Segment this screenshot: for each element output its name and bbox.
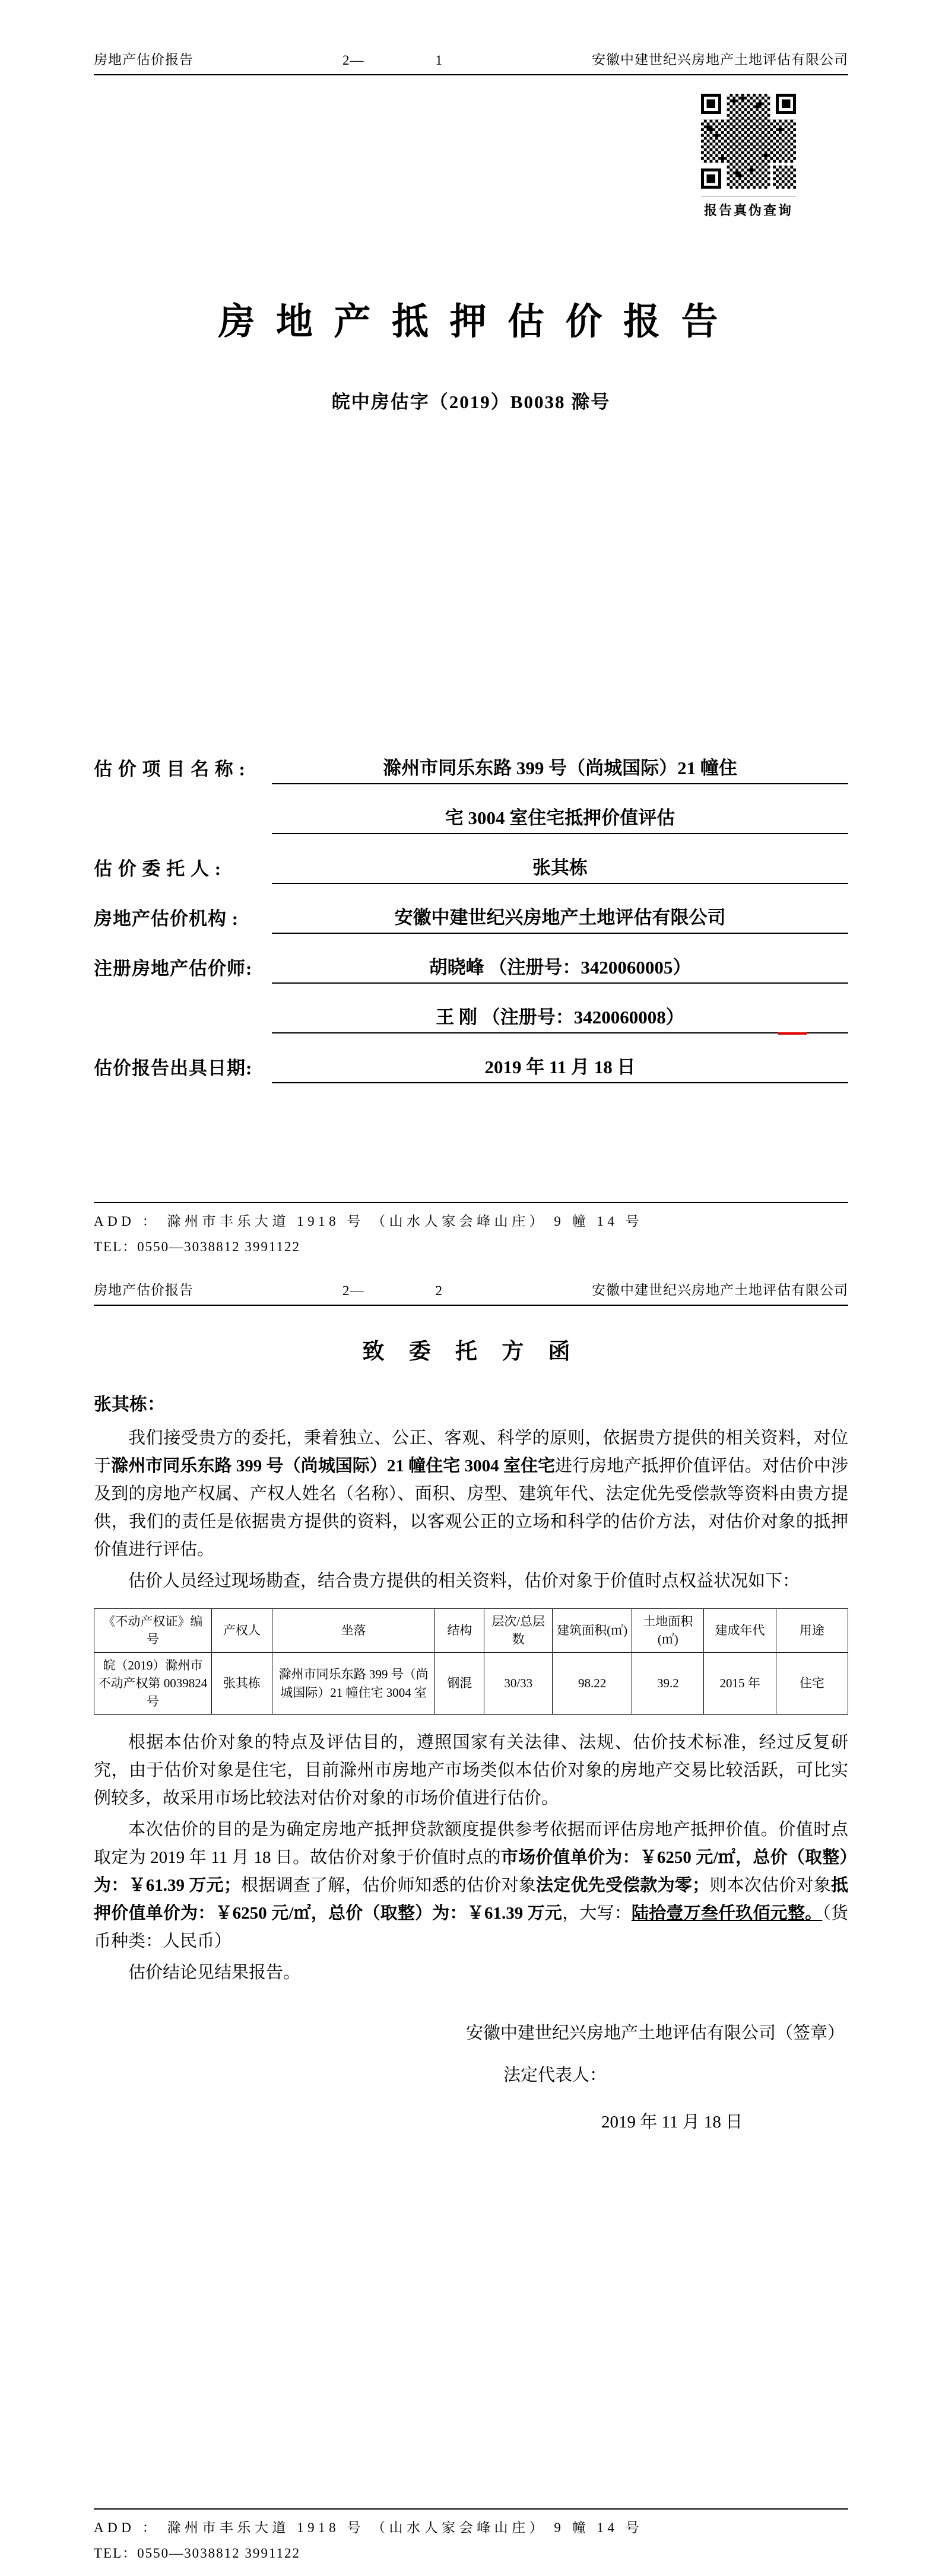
header-section-no: 2— xyxy=(342,53,364,68)
field-label: 房地产估价机构 : xyxy=(94,908,239,929)
col-structure: 结构 xyxy=(435,1609,484,1653)
header-doc-type: 房地产估价报告 xyxy=(94,1283,194,1297)
field-value: 张其栋 xyxy=(272,853,848,884)
footer-telephone: TEL：0550—3038812 3991122 xyxy=(94,2546,301,2561)
qr-caption: 报告真伪查询 xyxy=(701,196,796,219)
letter-paragraph-4 xyxy=(94,1816,848,1955)
field-value: 安徽中建世纪兴房地产土地评估有限公司 xyxy=(272,902,848,934)
cell-year-built: 2015 年 xyxy=(704,1652,776,1714)
report-title: 房 地 产 抵 押 估 价 报 告 xyxy=(218,302,724,342)
letter-title: 致 委 托 方 函 xyxy=(362,1340,580,1364)
page-header xyxy=(94,49,848,75)
col-certificate-no: 《不动产权证》编号 xyxy=(94,1609,212,1653)
cell-location: 滁州市同乐东路 399 号（尚城国际）21 幢住宅 3004 室 xyxy=(272,1652,434,1714)
header-page-number xyxy=(342,1283,443,1299)
page-header xyxy=(94,1279,848,1306)
cell-structure: 钢混 xyxy=(435,1652,484,1714)
cell-land-area: 39.2 xyxy=(632,1652,704,1714)
col-use: 用途 xyxy=(776,1609,848,1653)
paragraph-text: 进行房地产抵押价值评估。对估价中涉及到的房地产权属、产权人姓名（名称）、面积、房型、建筑年代、法定优先受偿款等资料由贵方提供，我们的责任是依据贵方提供的资料，以客观公正的立场和科学的估价方法，对估价对象的抵押价值进行评估。 xyxy=(94,1456,848,1559)
col-land-area: 土地面积(㎡) xyxy=(632,1609,704,1653)
report-verification-block xyxy=(701,94,796,219)
paragraph-bold-text: 滁州市同乐东路 399 号（尚城国际）21 幢住宅 3004 室住宅 xyxy=(111,1456,556,1475)
field-value: 胡晓峰 （注册号：3420060005） xyxy=(272,952,848,984)
report-doc-number: 皖中房估字（2019）B0038 滁号 xyxy=(331,392,611,412)
field-report-date xyxy=(94,1033,848,1083)
signature-date: 2019 年 11 月 18 日 xyxy=(601,2113,743,2132)
page-2-letter xyxy=(0,1270,942,2576)
letter-content xyxy=(94,1326,848,2136)
letter-paragraph-1 xyxy=(94,1424,848,1564)
paragraph-text: 我们接受贵方的委托，秉着独立、公正、客观、科学的原则，依据贵方提供的相关资料，对位于 xyxy=(94,1429,848,1475)
header-section-no: 2— xyxy=(342,1283,364,1298)
field-label: 估 价 项 目 名 称 : xyxy=(94,759,246,780)
paragraph-text: 本次估价的目的是为确定房地产抵押贷款额度提供参考依据而评估房地产抵押价值。价值时点取定为 2019 年 11 月 18 日。故估价对象于价值时点的 xyxy=(94,1820,848,1868)
letter-paragraph-5: 估价结论见结果报告。 xyxy=(128,1963,301,1983)
header-company-name: 安徽中建世纪兴房地产土地评估有限公司 xyxy=(592,52,848,67)
field-label xyxy=(94,831,272,834)
paragraph-text: （货币种类：人民币） xyxy=(94,1904,848,1951)
header-page-number xyxy=(342,53,443,68)
page-footer xyxy=(94,1202,848,1255)
market-value-bold-text: 市场价值单价为：￥6250 元/㎡，总价（取整）为：￥61.39 万元； xyxy=(94,1848,848,1896)
paragraph-text: 根据调查了解，估价师知悉的估价对象 xyxy=(240,1876,537,1896)
field-value: 宅 3004 室住宅抵押价值评估 xyxy=(272,803,848,834)
amount-in-words-text: 陆拾壹万叁仟玖佰元整。 xyxy=(631,1904,823,1923)
page-footer xyxy=(94,2508,848,2562)
cell-building-area: 98.22 xyxy=(553,1652,632,1714)
red-annotation-mark xyxy=(778,1032,807,1035)
signature-company: 安徽中建世纪兴房地产土地评估有限公司（签章） xyxy=(465,2024,845,2043)
col-floor: 层次/总层数 xyxy=(484,1609,553,1653)
field-value-text: 王 刚 （注册号：3420060008） xyxy=(436,1007,684,1028)
cell-owner: 张其栋 xyxy=(211,1652,272,1714)
col-location: 坐落 xyxy=(272,1609,434,1653)
priority-claim-bold-text: 法定优先受偿款为零； xyxy=(536,1876,710,1896)
signature-block xyxy=(94,2020,848,2136)
footer-telephone: TEL：0550—3038812 3991122 xyxy=(94,1239,301,1254)
header-doc-type: 房地产估价报告 xyxy=(94,52,194,67)
header-page-no: 2 xyxy=(435,1283,443,1298)
cell-floor: 30/33 xyxy=(484,1652,553,1714)
field-value xyxy=(272,1002,848,1033)
field-agency xyxy=(94,884,848,934)
field-label: 注册房地产估价师: xyxy=(94,958,253,979)
qr-code-icon xyxy=(701,94,796,189)
footer-address: ADD ： 滁州市丰乐大道 1918 号 （山水人家会峰山庄） 9 幢 14 号 xyxy=(94,1214,643,1229)
field-client xyxy=(94,834,848,884)
paragraph-text: ，大写： xyxy=(562,1904,632,1923)
paragraph-text: 则本次估价对象 xyxy=(709,1876,831,1896)
field-label: 估价报告出具日期: xyxy=(94,1058,253,1079)
letter-paragraph-2: 估价人员经过现场勘查，结合贵方提供的相关资料，估价对象于价值时点权益状况如下： xyxy=(128,1572,800,1591)
signature-legal-representative: 法定代表人： xyxy=(503,2066,607,2085)
field-project-name xyxy=(94,734,848,784)
col-owner: 产权人 xyxy=(211,1609,272,1653)
field-value: 滁州市同乐东路 399 号（尚城国际）21 幢住 xyxy=(272,753,848,784)
col-building-area: 建筑面积(㎡) xyxy=(553,1609,632,1653)
field-project-name-line2 xyxy=(94,784,848,834)
field-value: 2019 年 11 月 18 日 xyxy=(272,1052,848,1083)
footer-address: ADD ： 滁州市丰乐大道 1918 号 （山水人家会峰山庄） 9 幢 14 号 xyxy=(94,2520,643,2535)
header-page-no: 1 xyxy=(435,53,443,68)
field-label: 估 价 委 托 人 : xyxy=(94,858,222,879)
table-data-row xyxy=(94,1652,848,1714)
cover-fields xyxy=(94,734,848,1083)
letter-salutation: 张其栋： xyxy=(94,1395,165,1414)
cell-certificate-no: 皖（2019）滁州市不动产权第 0039824 号 xyxy=(94,1652,212,1714)
property-rights-table xyxy=(94,1608,848,1715)
letter-paragraph-3: 根据本估价对象的特点及评估目的，遵照国家有关法律、法规、估价技术标准，经过反复研究，由于估价对象是住宅，目前滁州市房地产市场类似本估价对象的房地产交易比较活跃，可比实例较多，故采用市场比较法对估价对象的市场价值进行估价。 xyxy=(94,1733,848,1808)
col-year-built: 建成年代 xyxy=(704,1609,776,1653)
mortgage-value-bold-text: 抵押价值单价为：￥6250 元/㎡，总价（取整）为：￥61.39 万元 xyxy=(94,1876,848,1923)
page-1-cover xyxy=(0,0,942,1270)
field-label xyxy=(94,1030,272,1033)
cell-use: 住宅 xyxy=(776,1652,848,1714)
table-header-row xyxy=(94,1609,848,1653)
field-appraiser-2 xyxy=(94,984,848,1033)
field-appraiser-1 xyxy=(94,934,848,984)
header-company-name: 安徽中建世纪兴房地产土地评估有限公司 xyxy=(592,1283,848,1297)
